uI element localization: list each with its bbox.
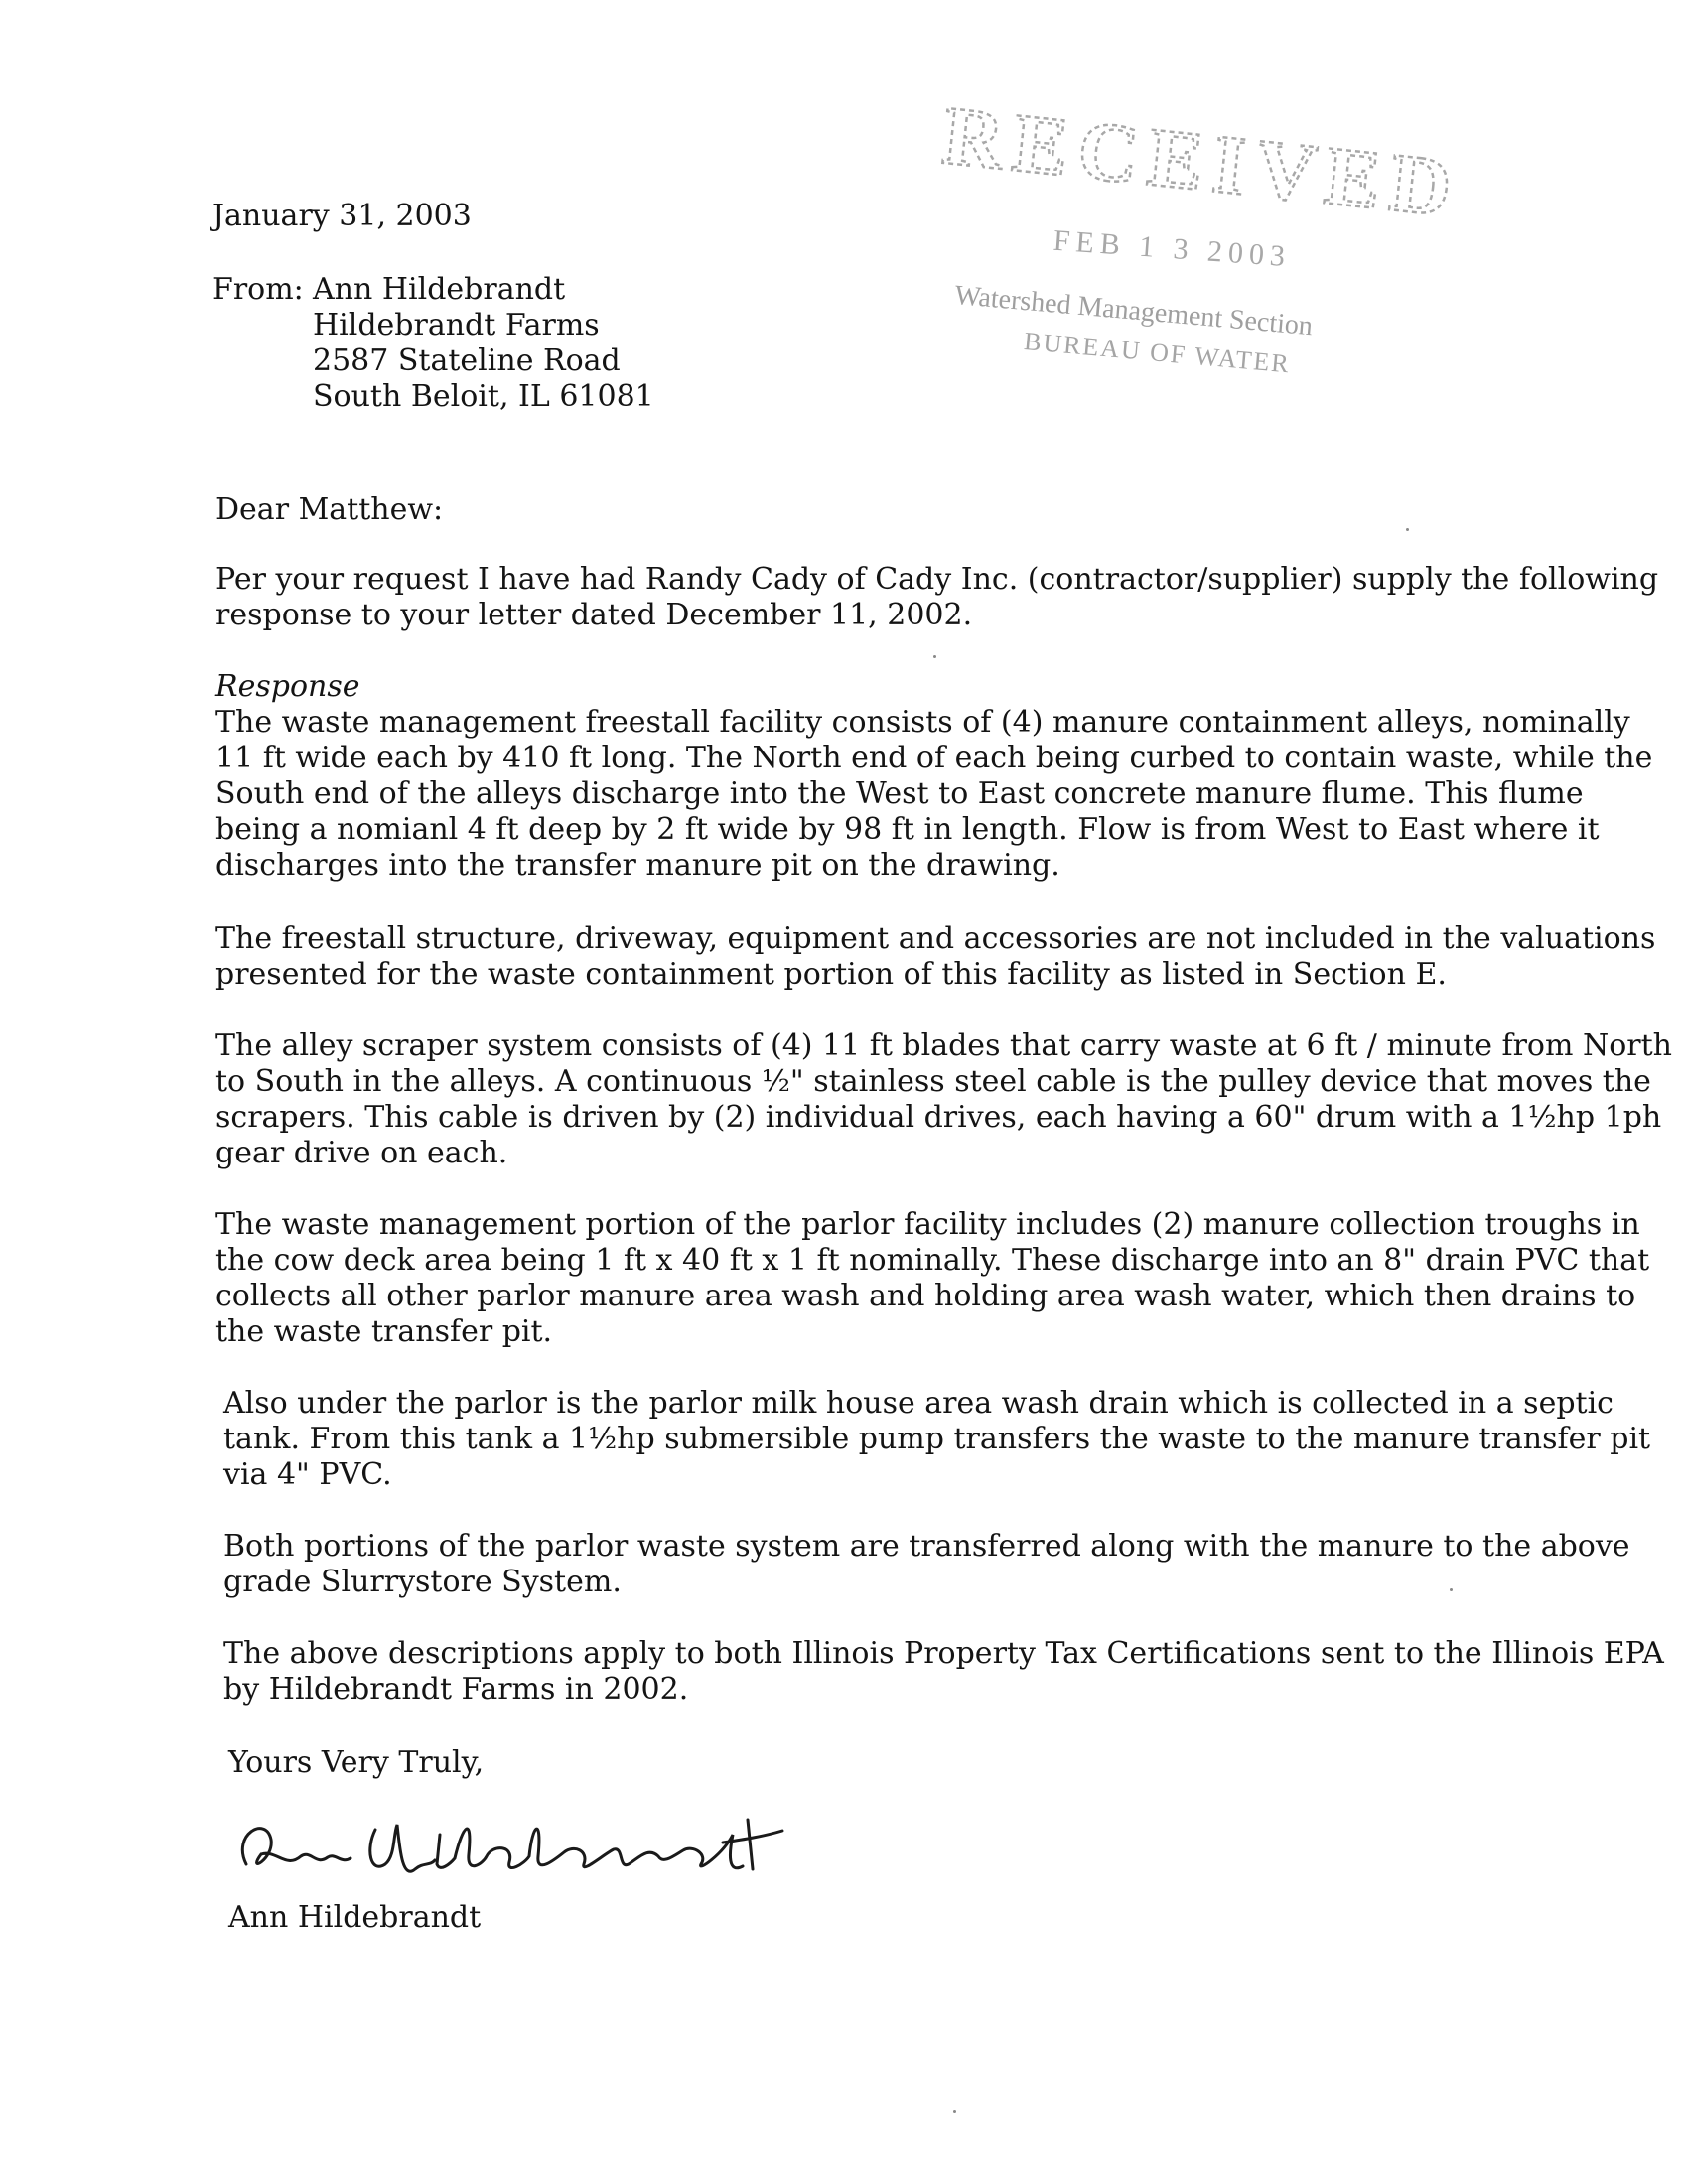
scan-speck xyxy=(933,655,936,658)
scan-speck xyxy=(953,2110,956,2113)
svg-text:RECEIVED: RECEIVED xyxy=(938,89,1466,236)
closing: Yours Very Truly, xyxy=(228,1745,485,1780)
svg-text:FEB 1 3 2003: FEB 1 3 2003 xyxy=(1052,223,1293,274)
valuation-paragraph: The freestall structure, driveway, equipment and accessories are not included in the valuations presented for the waste containment portion of this facility as listed in Section E. xyxy=(215,921,1656,992)
svg-text:Watershed Management Section: Watershed Management Section xyxy=(953,279,1315,342)
signature xyxy=(226,1795,842,1904)
freestall-paragraph: The waste management freestall facility consists of (4) manure containment alleys, nominally 11 ft wide each by 410 ft long. The North end of each being curbed to contain waste, while the South end of the alleys discharge into the West to East concrete manure flume. This flume being a nomianl 4 ft deep by 2 ft wide by 98 ft in length. Flow is from West to East where it discharges into the transfer manure pit on the drawing. xyxy=(215,705,1653,883)
sender-address: Ann Hildebrandt Hildebrandt Farms 2587 Stateline Road South Beloit, IL 61081 xyxy=(313,272,654,414)
scraper-paragraph: The alley scraper system consists of (4) 11 ft blades that carry waste at 6 ft / minute from North to South in the alleys. A continuous ½" stainless steel cable is the pulley device that moves the scrapers. This cable is driven by (2) individual drives, each having a 60" drum with a 1½hp 1ph gear drive on each. xyxy=(215,1028,1672,1170)
milkhouse-paragraph: Also under the parlor is the parlor milk house area wash drain which is collected in a septic tank. From this tank a 1½hp submersible pump transfers the waste to the manure transfer pit via 4" PVC. xyxy=(223,1386,1651,1492)
scan-speck xyxy=(1450,1588,1453,1591)
slurrystore-paragraph: Both portions of the parlor waste system are transferred along with the manure to the above grade Slurrystore System. xyxy=(223,1529,1630,1599)
parlor-paragraph: The waste management portion of the parlor facility includes (2) manure collection troughs in the cow deck area being 1 ft x 40 ft x 1 ft nominally. These discharge into an 8" drain PVC that collects all other parlor manure area wash and holding area wash water, which then drains to the waste transfer pit. xyxy=(215,1207,1650,1349)
received-stamp xyxy=(933,89,1466,407)
salutation: Dear Matthew: xyxy=(215,492,444,527)
signer-name: Ann Hildebrandt xyxy=(228,1900,482,1935)
from-label: From: xyxy=(212,272,304,307)
svg-text:BUREAU OF WATER: BUREAU OF WATER xyxy=(1023,327,1292,379)
intro-paragraph: Per your request I have had Randy Cady of Cady Inc. (contractor/supplier) supply the following response to your letter dated December 11, 2002. xyxy=(215,562,1659,632)
certification-paragraph: The above descriptions apply to both Illinois Property Tax Certifications sent to the Illinois EPA by Hildebrandt Farms in 2002. xyxy=(223,1636,1664,1706)
scan-speck xyxy=(1406,528,1409,531)
letter-date: January 31, 2003 xyxy=(212,199,472,233)
response-heading: Response xyxy=(215,669,360,704)
